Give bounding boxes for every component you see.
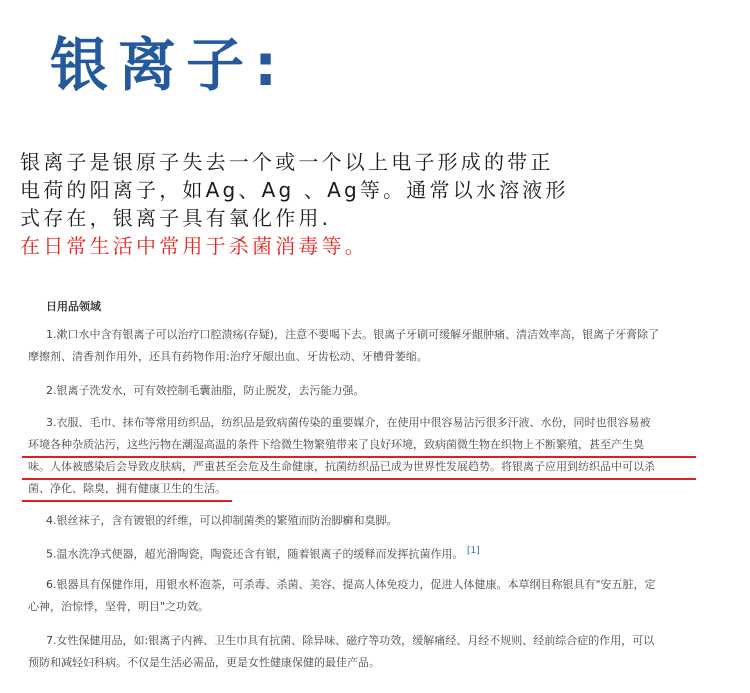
intro-highlight-line: 在日常生活中常用于杀菌消毒等。: [20, 234, 368, 258]
highlight-underline: [22, 456, 696, 458]
highlight-underline: [22, 478, 696, 480]
item-line: 菌、净化、除臭，拥有健康卫生的生活。: [28, 482, 226, 495]
list-item: [28, 380, 718, 402]
item-line: 环境各种杂质沾污，这些污物在潮湿高温的条件下给微生物繁殖带来了良好环境，致病菌微生物在织物上不断繁殖，甚至产生臭: [28, 438, 644, 451]
item-line: 2.银离子洗发水，可有效控制毛囊油脂，防止脱发，去污能力强。: [46, 384, 365, 397]
intro-line: 电荷的阳离子，如Ag、Ag 、Ag等。通常以水溶液形: [20, 178, 569, 202]
item-line: 预防和减轻妇科病。不仅是生活必需品，更是女性健康保健的最佳产品。: [28, 656, 380, 669]
list-item: [28, 574, 718, 618]
item-line: 4.银丝袜子，含有镀银的纤维，可以抑制菌类的繁殖而防治脚癣和臭脚。: [46, 514, 398, 527]
intro-paragraph: [20, 148, 730, 260]
item-line: [28, 540, 718, 566]
intro-line: 式存在，银离子具有氧化作用.: [20, 206, 332, 230]
item-line: 7.女性保健用品，如:银离子内裤、卫生巾具有抗菌、除异味、磁疗等功效，缓解痛经、月经不规则、经前综合症的作用，可以: [46, 634, 655, 647]
citation-link[interactable]: [1]: [467, 546, 480, 556]
item-line: 摩擦剂、清香剂作用外，还具有药物作用:治疗牙龈出血、牙齿松动、牙槽骨萎缩。: [28, 350, 428, 363]
item-line: 3.衣服、毛巾、抹布等常用纺织品，纺织品是致病菌传染的重要媒介，在使用中很容易沾污很多汗液、水份，同时也很容易被: [46, 416, 651, 429]
item-line: 心神，治惊悸，坚骨，明目"之功效。: [28, 600, 210, 613]
item-text: 5.温水洗净式便器，超光滑陶瓷，陶瓷还含有银，随着银离子的缓释而发挥抗菌作用。: [46, 547, 464, 561]
item-line: 6.银器具有保健作用，用银水杯泡茶，可杀毒、杀菌、美容、提高人体免疫力，促进人体健康。本草纲目称银具有"安五脏，定: [46, 578, 656, 591]
list-item: [28, 510, 718, 532]
intro-line: 银离子是银原子失去一个或一个以上电子形成的带正: [20, 150, 554, 174]
list-item: [28, 324, 718, 368]
item-line: 味。人体被感染后会导致皮肤病，严重甚至会危及生命健康，抗菌纺织品已成为世界性发展趋势。将银离子应用到纺织品中可以杀: [28, 460, 655, 473]
section-heading: 日用品领域: [46, 300, 101, 313]
list-item: [28, 630, 718, 674]
item-line: 1.漱口水中含有银离子可以治疗口腔溃疡(存疑)，注意不要喝下去。银离子牙刷可缓解牙龈肿痛、清洁效率高，银离子牙膏除了: [46, 328, 660, 341]
highlight-underline: [22, 500, 232, 502]
list-item: [28, 540, 718, 566]
page-title: 银离子:: [50, 31, 288, 99]
